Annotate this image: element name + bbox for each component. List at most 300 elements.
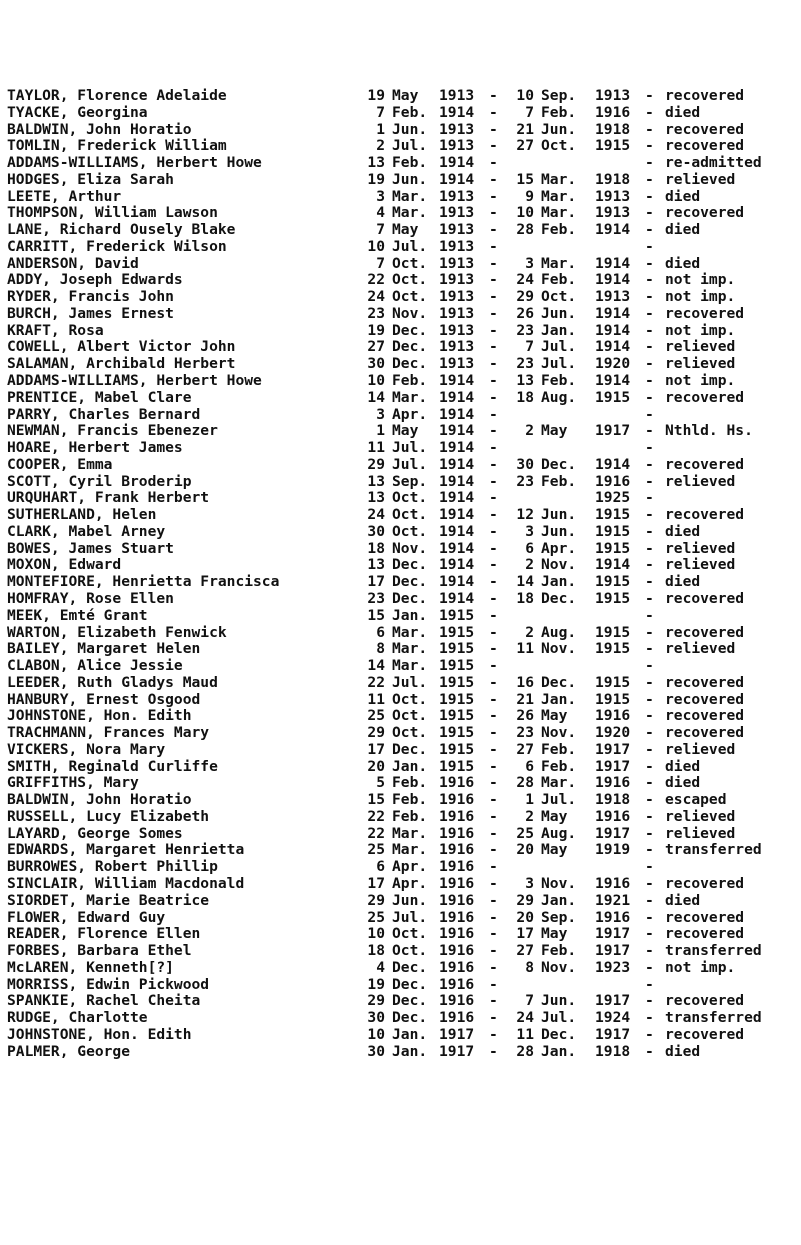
- admission-month: Feb.: [392, 774, 428, 792]
- admission-year: 1916: [439, 874, 475, 892]
- register-row: [7, 759, 801, 776]
- dash-separator: -: [489, 204, 498, 222]
- admission-year: 1913: [439, 137, 475, 155]
- discharge-day: 27: [516, 942, 534, 960]
- discharge-month: Dec.: [541, 1025, 577, 1043]
- register-row: [7, 189, 801, 206]
- discharge-day: 21: [516, 120, 534, 138]
- admission-day: 15: [367, 606, 385, 624]
- admission-year: 1914: [439, 422, 475, 440]
- admission-year: 1916: [439, 841, 475, 859]
- discharge-year: 1917: [595, 942, 631, 960]
- patient-name: JOHNSTONE, Hon. Edith: [7, 707, 192, 725]
- admission-day: 24: [367, 506, 385, 524]
- discharge-year: 1915: [595, 539, 631, 557]
- discharge-day: 8: [525, 958, 534, 976]
- discharge-year: 1914: [595, 304, 631, 322]
- dash-separator: -: [489, 154, 498, 172]
- discharge-status: not imp.: [665, 321, 736, 339]
- dash-separator: -: [489, 640, 498, 658]
- discharge-year: 1915: [595, 623, 631, 641]
- admission-year: 1914: [439, 589, 475, 607]
- patient-name: EDWARDS, Margaret Henrietta: [7, 841, 245, 859]
- admission-year: 1914: [439, 170, 475, 188]
- admission-year: 1916: [439, 975, 475, 993]
- dash-separator: -: [489, 539, 498, 557]
- patient-name: BOWES, James Stuart: [7, 539, 174, 557]
- admission-year: 1914: [439, 489, 475, 507]
- admission-year: 1916: [439, 774, 475, 792]
- discharge-status: escaped: [665, 791, 727, 809]
- admission-month: Dec.: [392, 740, 428, 758]
- patient-name: HOARE, Herbert James: [7, 439, 183, 457]
- patient-name: RUDGE, Charlotte: [7, 1009, 148, 1027]
- admission-month: Mar.: [392, 204, 428, 222]
- dash-separator: -: [489, 355, 498, 373]
- discharge-month: Oct.: [541, 288, 577, 306]
- register-row: [7, 1044, 801, 1061]
- dash-separator: -: [645, 1009, 654, 1027]
- admission-day: 10: [367, 1025, 385, 1043]
- admission-year: 1916: [439, 807, 475, 825]
- dash-separator: -: [489, 321, 498, 339]
- discharge-month: Feb.: [541, 372, 577, 390]
- admission-day: 17: [367, 573, 385, 591]
- admission-month: Mar.: [392, 841, 428, 859]
- admission-month: Dec.: [392, 338, 428, 356]
- dash-separator: -: [645, 657, 654, 675]
- dash-separator: -: [489, 673, 498, 691]
- patient-name: CLABON, Alice Jessie: [7, 657, 183, 675]
- register-row: [7, 122, 801, 139]
- register-row: [7, 977, 801, 994]
- dash-separator: -: [489, 304, 498, 322]
- patient-name: BURCH, James Ernest: [7, 304, 174, 322]
- admission-month: May: [392, 221, 419, 239]
- admission-year: 1913: [439, 237, 475, 255]
- discharge-status: recovered: [665, 673, 745, 691]
- admission-day: 25: [367, 707, 385, 725]
- dash-separator: -: [489, 606, 498, 624]
- patient-name: TAYLOR, Florence Adelaide: [7, 87, 227, 104]
- patient-name: WARTON, Elizabeth Fenwick: [7, 623, 227, 641]
- admission-month: Oct.: [392, 942, 428, 960]
- dash-separator: -: [489, 489, 498, 507]
- discharge-status: died: [665, 254, 701, 272]
- discharge-status: died: [665, 774, 701, 792]
- register-row: [7, 490, 801, 507]
- dash-separator: -: [489, 405, 498, 423]
- discharge-status: relieved: [665, 472, 736, 490]
- discharge-day: 23: [516, 724, 534, 742]
- admission-month: Dec.: [392, 321, 428, 339]
- register-row: [7, 507, 801, 524]
- admission-day: 17: [367, 874, 385, 892]
- discharge-year: 1913: [595, 204, 631, 222]
- register-row: [7, 910, 801, 927]
- patient-name: BALDWIN, John Horatio: [7, 791, 192, 809]
- discharge-status: not imp.: [665, 958, 736, 976]
- register-row: [7, 541, 801, 558]
- dash-separator: -: [489, 271, 498, 289]
- admission-year: 1914: [439, 154, 475, 172]
- admission-year: 1914: [439, 556, 475, 574]
- register-row: [7, 155, 801, 172]
- discharge-month: Jun.: [541, 992, 577, 1010]
- admission-month: Mar.: [392, 640, 428, 658]
- admission-month: Jul.: [392, 673, 428, 691]
- dash-separator: -: [489, 858, 498, 876]
- discharge-day: 27: [516, 740, 534, 758]
- admission-month: Dec.: [392, 958, 428, 976]
- admission-day: 15: [367, 791, 385, 809]
- admission-month: Mar.: [392, 657, 428, 675]
- admission-day: 3: [376, 187, 385, 205]
- discharge-year: 1915: [595, 522, 631, 540]
- admission-month: Jul.: [392, 908, 428, 926]
- dash-separator: -: [645, 388, 654, 406]
- discharge-status: recovered: [665, 87, 745, 104]
- discharge-year: 1914: [595, 221, 631, 239]
- admission-year: 1913: [439, 304, 475, 322]
- patient-name: TRACHMANN, Frances Mary: [7, 724, 210, 742]
- patient-name: NEWMAN, Francis Ebenezer: [7, 422, 218, 440]
- register-row: [7, 960, 801, 977]
- discharge-year: 1918: [595, 1042, 631, 1060]
- admission-month: Jul.: [392, 439, 428, 457]
- discharge-day: 23: [516, 472, 534, 490]
- admission-year: 1913: [439, 321, 475, 339]
- register-row: [7, 339, 801, 356]
- discharge-day: 13: [516, 372, 534, 390]
- dash-separator: -: [645, 707, 654, 725]
- dash-separator: -: [489, 589, 498, 607]
- admission-month: Oct.: [392, 707, 428, 725]
- register-row: [7, 742, 801, 759]
- discharge-status: recovered: [665, 992, 745, 1010]
- patient-name: ADDY, Joseph Edwards: [7, 271, 183, 289]
- admission-month: Sep.: [392, 472, 428, 490]
- register-row: [7, 88, 801, 105]
- dash-separator: -: [489, 925, 498, 943]
- discharge-year: 1914: [595, 321, 631, 339]
- patient-name: SALAMAN, Archibald Herbert: [7, 355, 236, 373]
- discharge-month: Jan.: [541, 573, 577, 591]
- discharge-status: recovered: [665, 137, 745, 155]
- register-row: [7, 608, 801, 625]
- dash-separator: -: [645, 154, 654, 172]
- discharge-year: 1914: [595, 455, 631, 473]
- discharge-year: 1915: [595, 388, 631, 406]
- admission-year: 1914: [439, 522, 475, 540]
- discharge-status: recovered: [665, 455, 745, 473]
- admission-day: 7: [376, 254, 385, 272]
- admission-month: Jan.: [392, 1025, 428, 1043]
- patient-name: ANDERSON, David: [7, 254, 139, 272]
- register-row: [7, 625, 801, 642]
- dash-separator: -: [645, 237, 654, 255]
- register-row: [7, 993, 801, 1010]
- dash-separator: -: [645, 455, 654, 473]
- dash-separator: -: [489, 103, 498, 121]
- dash-separator: -: [645, 103, 654, 121]
- register-row: [7, 1010, 801, 1027]
- register-row: [7, 423, 801, 440]
- discharge-status: transferred: [665, 841, 762, 859]
- discharge-status: relieved: [665, 824, 736, 842]
- register-row: [7, 708, 801, 725]
- dash-separator: -: [645, 137, 654, 155]
- dash-separator: -: [489, 221, 498, 239]
- register-row: [7, 105, 801, 122]
- admission-day: 1: [376, 120, 385, 138]
- admission-month: Dec.: [392, 556, 428, 574]
- dash-separator: -: [489, 992, 498, 1010]
- discharge-month: Jun.: [541, 120, 577, 138]
- patient-name: READER, Florence Ellen: [7, 925, 201, 943]
- admission-year: 1915: [439, 757, 475, 775]
- patient-name: SINCLAIR, William Macdonald: [7, 874, 245, 892]
- dash-separator: -: [489, 874, 498, 892]
- admission-month: Nov.: [392, 539, 428, 557]
- patient-name: ADDAMS-WILLIAMS, Herbert Howe: [7, 154, 262, 172]
- admission-day: 19: [367, 975, 385, 993]
- discharge-day: 21: [516, 690, 534, 708]
- discharge-year: 1914: [595, 254, 631, 272]
- admission-year: 1914: [439, 472, 475, 490]
- discharge-month: Jun.: [541, 304, 577, 322]
- dash-separator: -: [645, 891, 654, 909]
- dash-separator: -: [645, 975, 654, 993]
- admission-day: 6: [376, 623, 385, 641]
- dash-separator: -: [645, 321, 654, 339]
- admission-year: 1914: [439, 103, 475, 121]
- discharge-day: 3: [525, 874, 534, 892]
- register-row: [7, 775, 801, 792]
- admission-year: 1916: [439, 824, 475, 842]
- admission-month: Dec.: [392, 975, 428, 993]
- admission-month: Apr.: [392, 858, 428, 876]
- discharge-day: 16: [516, 673, 534, 691]
- admission-month: Mar.: [392, 623, 428, 641]
- patient-name: BURROWES, Robert Phillip: [7, 858, 218, 876]
- discharge-year: 1915: [595, 640, 631, 658]
- discharge-month: May: [541, 707, 568, 725]
- discharge-day: 18: [516, 388, 534, 406]
- admission-year: 1913: [439, 288, 475, 306]
- discharge-status: recovered: [665, 304, 745, 322]
- discharge-year: 1915: [595, 573, 631, 591]
- dash-separator: -: [489, 707, 498, 725]
- patient-name: HODGES, Eliza Sarah: [7, 170, 174, 188]
- discharge-day: 2: [525, 556, 534, 574]
- patient-name: MEEK, Emté Grant: [7, 606, 148, 624]
- discharge-day: 12: [516, 506, 534, 524]
- discharge-status: re-admitted: [665, 154, 762, 172]
- patient-name: McLAREN, Kenneth[?]: [7, 958, 174, 976]
- admission-day: 29: [367, 455, 385, 473]
- discharge-month: Mar.: [541, 170, 577, 188]
- discharge-month: Feb.: [541, 103, 577, 121]
- admission-month: Jul.: [392, 237, 428, 255]
- admission-year: 1916: [439, 958, 475, 976]
- dash-separator: -: [489, 254, 498, 272]
- admission-day: 14: [367, 388, 385, 406]
- discharge-status: recovered: [665, 908, 745, 926]
- register-row: [7, 373, 801, 390]
- discharge-status: recovered: [665, 589, 745, 607]
- admission-month: Feb.: [392, 807, 428, 825]
- discharge-year: 1917: [595, 1025, 631, 1043]
- discharge-year: 1916: [595, 807, 631, 825]
- register-row: [7, 658, 801, 675]
- admission-year: 1913: [439, 187, 475, 205]
- admission-day: 25: [367, 841, 385, 859]
- admission-month: Oct.: [392, 489, 428, 507]
- discharge-day: 17: [516, 925, 534, 943]
- dash-separator: -: [489, 372, 498, 390]
- register-row: [7, 675, 801, 692]
- patient-register: [7, 88, 801, 1060]
- discharge-day: 23: [516, 321, 534, 339]
- dash-separator: -: [645, 874, 654, 892]
- discharge-month: Feb.: [541, 757, 577, 775]
- admission-month: Dec.: [392, 573, 428, 591]
- discharge-month: Jan.: [541, 321, 577, 339]
- discharge-year: 1915: [595, 506, 631, 524]
- discharge-month: Feb.: [541, 271, 577, 289]
- admission-day: 22: [367, 807, 385, 825]
- dash-separator: -: [489, 506, 498, 524]
- admission-month: Oct.: [392, 254, 428, 272]
- discharge-month: Sep.: [541, 87, 577, 104]
- discharge-year: 1916: [595, 908, 631, 926]
- dash-separator: -: [645, 355, 654, 373]
- dash-separator: -: [645, 858, 654, 876]
- admission-day: 29: [367, 724, 385, 742]
- patient-name: JOHNSTONE, Hon. Edith: [7, 1025, 192, 1043]
- register-row: [7, 1027, 801, 1044]
- dash-separator: -: [489, 824, 498, 842]
- discharge-day: 25: [516, 824, 534, 842]
- dash-separator: -: [489, 975, 498, 993]
- admission-day: 4: [376, 204, 385, 222]
- admission-day: 30: [367, 1042, 385, 1060]
- dash-separator: -: [645, 1025, 654, 1043]
- discharge-month: Feb.: [541, 740, 577, 758]
- dash-separator: -: [645, 623, 654, 641]
- discharge-day: 27: [516, 137, 534, 155]
- dash-separator: -: [645, 506, 654, 524]
- discharge-day: 14: [516, 573, 534, 591]
- admission-day: 30: [367, 355, 385, 373]
- discharge-year: 1924: [595, 1009, 631, 1027]
- discharge-year: 1914: [595, 372, 631, 390]
- patient-name: RYDER, Francis John: [7, 288, 174, 306]
- admission-year: 1914: [439, 573, 475, 591]
- discharge-status: died: [665, 573, 701, 591]
- discharge-status: died: [665, 103, 701, 121]
- dash-separator: -: [645, 170, 654, 188]
- register-row: [7, 474, 801, 491]
- dash-separator: -: [489, 891, 498, 909]
- discharge-day: 29: [516, 288, 534, 306]
- discharge-status: relieved: [665, 338, 736, 356]
- patient-name: ADDAMS-WILLIAMS, Herbert Howe: [7, 372, 262, 390]
- dash-separator: -: [489, 908, 498, 926]
- discharge-year: 1917: [595, 925, 631, 943]
- dash-separator: -: [489, 87, 498, 104]
- admission-month: Jan.: [392, 606, 428, 624]
- dash-separator: -: [645, 925, 654, 943]
- dash-separator: -: [645, 690, 654, 708]
- dash-separator: -: [645, 992, 654, 1010]
- discharge-year: 1916: [595, 103, 631, 121]
- admission-month: May: [392, 422, 419, 440]
- register-row: [7, 859, 801, 876]
- discharge-month: Feb.: [541, 221, 577, 239]
- discharge-status: transferred: [665, 1009, 762, 1027]
- admission-year: 1915: [439, 724, 475, 742]
- discharge-day: 2: [525, 623, 534, 641]
- admission-day: 22: [367, 673, 385, 691]
- discharge-status: relieved: [665, 740, 736, 758]
- patient-name: LANE, Richard Ousely Blake: [7, 221, 236, 239]
- discharge-day: 6: [525, 539, 534, 557]
- admission-month: Apr.: [392, 874, 428, 892]
- admission-day: 19: [367, 170, 385, 188]
- register-row: [7, 272, 801, 289]
- admission-day: 14: [367, 657, 385, 675]
- admission-day: 10: [367, 372, 385, 390]
- dash-separator: -: [645, 791, 654, 809]
- dash-separator: -: [489, 657, 498, 675]
- dash-separator: -: [645, 606, 654, 624]
- dash-separator: -: [645, 405, 654, 423]
- dash-separator: -: [645, 472, 654, 490]
- admission-day: 8: [376, 640, 385, 658]
- discharge-day: 28: [516, 221, 534, 239]
- discharge-month: Mar.: [541, 774, 577, 792]
- admission-month: Jun.: [392, 170, 428, 188]
- admission-day: 23: [367, 589, 385, 607]
- discharge-year: 1920: [595, 724, 631, 742]
- discharge-status: recovered: [665, 1025, 745, 1043]
- admission-year: 1916: [439, 908, 475, 926]
- discharge-year: 1916: [595, 472, 631, 490]
- discharge-status: died: [665, 891, 701, 909]
- patient-name: RUSSELL, Lucy Elizabeth: [7, 807, 210, 825]
- dash-separator: -: [645, 187, 654, 205]
- dash-separator: -: [645, 271, 654, 289]
- admission-day: 4: [376, 958, 385, 976]
- discharge-year: 1917: [595, 824, 631, 842]
- dash-separator: -: [489, 472, 498, 490]
- dash-separator: -: [489, 573, 498, 591]
- admission-day: 19: [367, 321, 385, 339]
- register-row: [7, 390, 801, 407]
- discharge-month: Dec.: [541, 589, 577, 607]
- admission-year: 1914: [439, 539, 475, 557]
- discharge-year: 1921: [595, 891, 631, 909]
- dash-separator: -: [489, 623, 498, 641]
- patient-name: HOMFRAY, Rose Ellen: [7, 589, 174, 607]
- discharge-year: 1916: [595, 874, 631, 892]
- dash-separator: -: [645, 288, 654, 306]
- patient-name: LAYARD, George Somes: [7, 824, 183, 842]
- discharge-year: 1913: [595, 187, 631, 205]
- discharge-status: died: [665, 1042, 701, 1060]
